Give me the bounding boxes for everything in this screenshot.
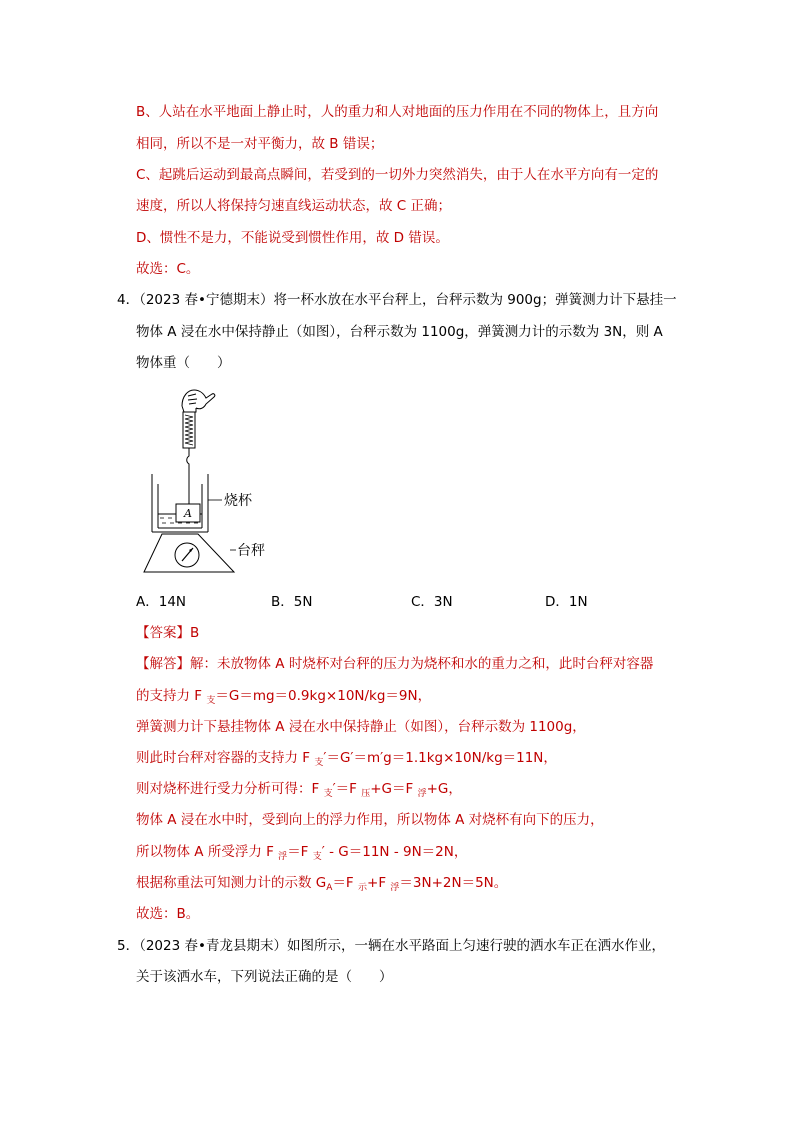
beaker-label: 烧杯 (224, 493, 252, 509)
q5-stem-line2: 关于该洒水车，下列说法正确的是（ ） (136, 969, 393, 985)
q4-explain-line6: 物体 A 浸在水中时，受到向上的浮力作用，所以物体 A 对烧杯有向下的压力， (136, 812, 604, 828)
q4-stem-line3: 物体重（ ） (136, 355, 231, 371)
prev-option-d: D、惯性不是力，不能说受到惯性作用，故 D 错误。 (136, 230, 449, 246)
q4-explain-line8: 根据称重法可知测力计的示数 $G_A=F$ $_示$+F $_浮$＝3N+2N＝5N。 (136, 875, 508, 893)
q4-figure (138, 382, 288, 578)
q4-answer (136, 623, 199, 643)
prev-selection: 故选：C。 (136, 261, 200, 277)
prev-option-b-line2: 相同，所以不是一对平衡力，故 B 错误； (136, 136, 384, 152)
q4-option-b: B．5N (271, 594, 313, 610)
q4-explain-line2: 的支持力 F $_支$＝G＝mg＝0.9kg×10N/kg＝9N， (136, 688, 432, 706)
q4-option-a: A．14N (136, 594, 187, 610)
hand-icon (182, 390, 215, 412)
q4-stem-line1: 4．（2023 春•宁德期末）将一杯水放在水平台秤上，台秤示数为 900g；弹簧测力计下悬挂一 (117, 292, 677, 308)
q4-option-d: D．1N (545, 594, 588, 610)
explain-tag: 【解答】 (136, 656, 190, 672)
q4-option-c: C．3N (411, 594, 453, 610)
q4-explain-line4: 则此时台秤对容器的支持力 F $_支$′＝G′＝m′g＝1.1kg×10N/kg＝11N， (136, 750, 557, 768)
prev-option-c-line1: C、起跳后运动到最高点瞬间，若受到的一切外力突然消失，由于人在水平方向有一定的 (136, 167, 659, 183)
answer-value: B (190, 625, 200, 641)
q4-explain-line7: 所以物体 A 所受浮力 F $_浮$＝F $_支$′ - G＝11N - 9N＝2N， (136, 844, 468, 862)
q4-explain-line5: 则对烧杯进行受力分析可得：F $_支$′＝F $_压$+G＝F $_浮$+G， (136, 781, 462, 799)
prev-option-b-line1: B、人站在水平地面上静止时，人的重力和人对地面的压力作用在不同的物体上，且方向 (136, 104, 659, 120)
q4-selection: 故选：B。 (136, 906, 200, 922)
q4-stem-line2: 物体 A 浸在水中保持静止（如图），台秤示数为 1100g，弹簧测力计的示数为 3N，则 A (136, 324, 663, 340)
scale-label: 台秤 (237, 543, 265, 559)
prev-option-c-line2: 速度，所以人将保持匀速直线运动状态，故 C 正确； (136, 198, 452, 214)
answer-tag: 【答案】 (136, 625, 190, 641)
q4-explain-line1: 【解答】解：未放物体 A 时烧杯对台秤的压力为烧杯和水的重力之和，此时台秤对容器 (136, 656, 654, 672)
object-a-label: A (184, 507, 192, 520)
q4-explain-line3: 弹簧测力计下悬挂物体 A 浸在水中保持静止（如图），台秤示数为 1100g， (136, 719, 586, 735)
q5-stem-line1: 5．（2023 春•青龙县期末）如图所示，一辆在水平路面上匀速行驶的洒水车正在洒水作业， (117, 938, 665, 954)
